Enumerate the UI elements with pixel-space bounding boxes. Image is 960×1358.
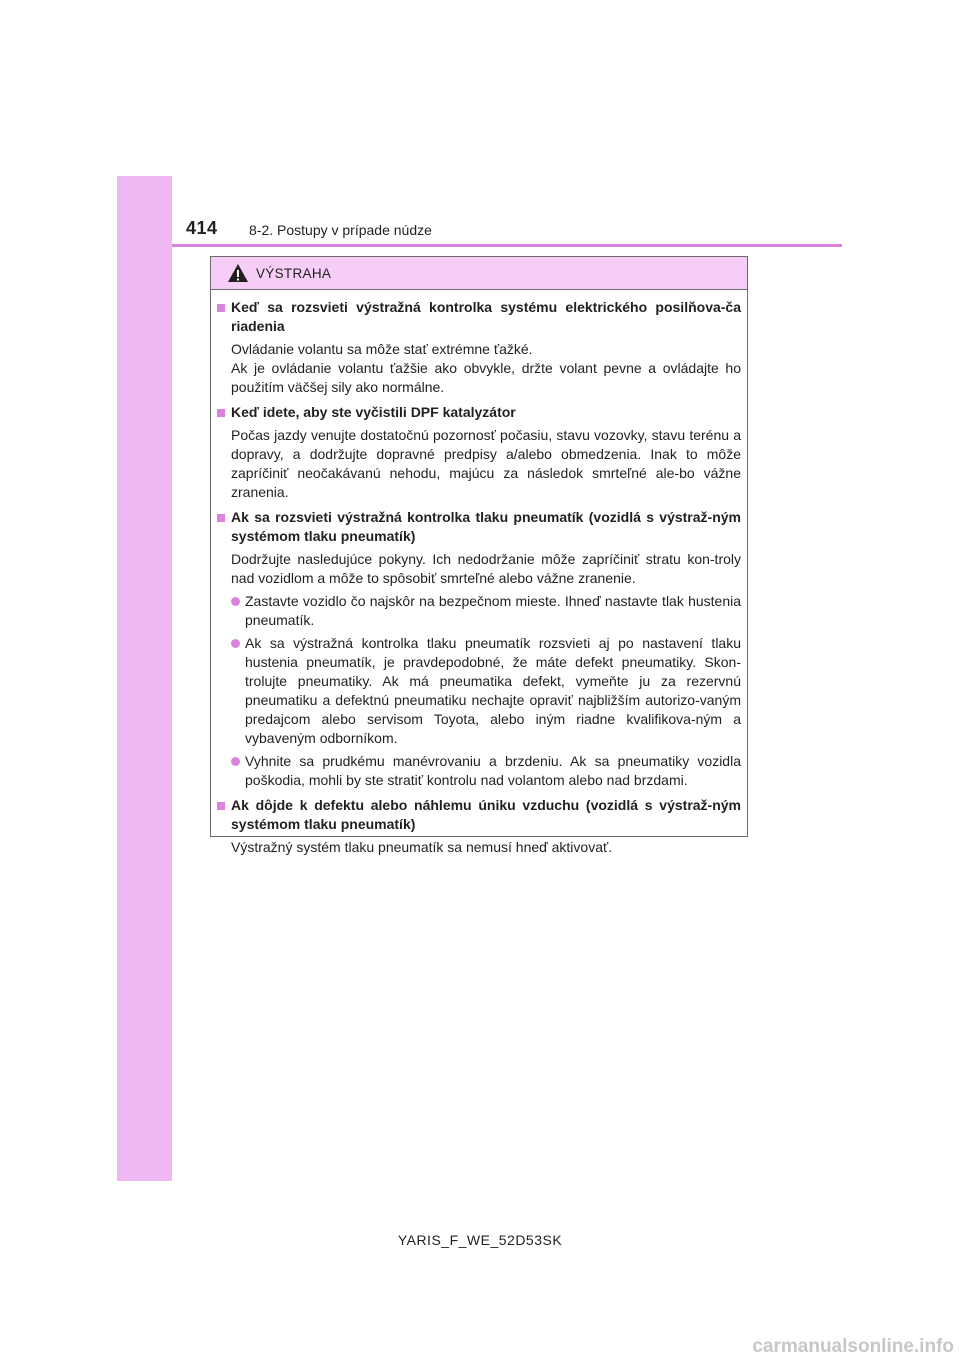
warning-box: [210, 256, 748, 855]
page-number: 414: [186, 218, 218, 238]
item-text: Dodržujte nasledujúce pokyny. Ich nedodržanie môže zapríčiniť stratu kon-troly nad vozidlom a môže to spôsobiť smrteľné alebo vážne zranenie.: [231, 551, 741, 586]
round-bullet-icon: [231, 757, 240, 766]
header-rule: [172, 244, 842, 247]
round-bullet-icon: [231, 639, 240, 648]
item-text: Ovládanie volantu sa môže stať extrémne ťažké. Ak je ovládanie volantu ťažšie ako obvykle, držte volant pevne a ovládajte ho použitím väčšej sily ako normálne.: [231, 341, 741, 395]
warning-item: [217, 298, 741, 397]
round-bullet-icon: [231, 597, 240, 606]
bullet-item: Vyhnite sa prudkému manévrovaniu a brzdeniu. Ak sa pneumatiky vozidla poškodia, mohli by ste stratiť kontrolu nad volantom alebo nad brzdami.: [217, 752, 741, 790]
chapter-side-tab: [117, 176, 172, 1181]
item-text: Výstražný systém tlaku pneumatík sa nemusí hneď aktivovať.: [231, 839, 613, 855]
warning-item: [217, 403, 741, 502]
section-title: 8-2. Postupy v prípade núdze: [249, 222, 432, 238]
square-bullet-icon: [217, 802, 225, 810]
warning-item: [217, 508, 741, 790]
square-bullet-icon: [217, 514, 225, 522]
warning-triangle-icon: [227, 263, 249, 283]
warning-item: [217, 796, 741, 857]
item-heading: Ak dôjde k defektu alebo náhlemu úniku vzduchu (vozidlá s výstraž-ným systémom tlaku pneumatík): [217, 796, 741, 834]
warning-title: VÝSTRAHA: [256, 265, 332, 281]
watermark: carmanualsonline.info: [752, 1336, 954, 1357]
bullet-item: Zastavte vozidlo čo najskôr na bezpečnom mieste. Ihneď nastavte tlak hustenia pneumatík.: [217, 592, 741, 630]
item-text: Počas jazdy venujte dostatočnú pozornosť počasiu, stavu vozovky, stavu terénu a dopravy, a dodržujte dopravné predpisy a/alebo obmedzenia. Inak to môže zapríčiniť neočakávanú nehodu, majúcu za následok smrteľné ale-bo vážne zranenia.: [231, 427, 741, 500]
warning-body: [211, 290, 747, 857]
square-bullet-icon: [217, 409, 225, 417]
document-code: YARIS_F_WE_52D53SK: [397, 1232, 563, 1248]
bullet-item: Ak sa výstražná kontrolka tlaku pneumatík rozsvieti aj po nastavení tlaku hustenia pneumatík, je pravdepodobné, že máte defekt pneumatiky. Skon-trolujte pneumatiky. Ak má pneumatika defekt, vymeňte ju za rezervnú pneumatiku a defektnú pneumatiku nechajte opraviť najbližším autorizo-vaným predajcom alebo servisom Toyota, alebo iným riadne kvalifikova-ným a vybaveným odborníkom.: [217, 634, 741, 748]
warning-header: [211, 257, 747, 290]
item-heading: Keď idete, aby ste vyčistili DPF katalyzátor: [217, 403, 741, 422]
square-bullet-icon: [217, 304, 225, 312]
item-heading: Keď sa rozsvieti výstražná kontrolka systému elektrického posilňova-ča riadenia: [217, 298, 741, 336]
item-heading: Ak sa rozsvieti výstražná kontrolka tlaku pneumatík (vozidlá s výstraž-ným systémom tlaku pneumatík): [217, 508, 741, 546]
